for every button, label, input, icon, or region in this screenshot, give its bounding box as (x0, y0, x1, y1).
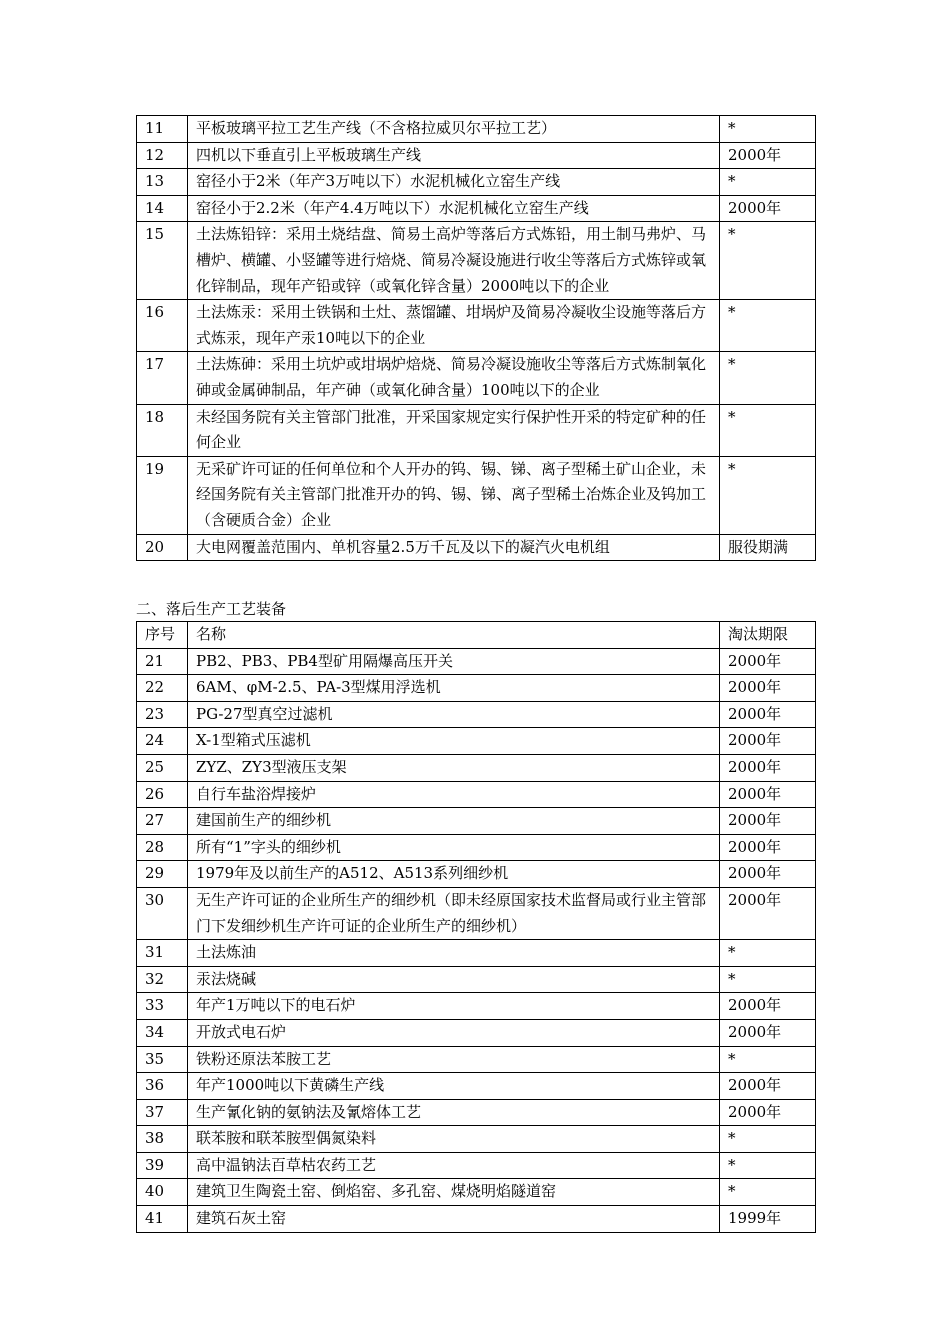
row-deadline: 2000年 (720, 648, 816, 675)
row-name: 无生产许可证的企业所生产的细纱机（即未经原国家技术监督局或行业主管部门下发细纱机生产许可证的企业所生产的细纱机） (188, 887, 720, 939)
table-row (137, 1206, 816, 1233)
table-row (137, 728, 816, 755)
table-row (137, 195, 816, 222)
row-deadline: 1999年 (720, 1206, 816, 1233)
table-row (137, 966, 816, 993)
row-name: 所有“1”字头的细纱机 (188, 834, 720, 861)
table-header-row (137, 622, 816, 649)
row-number: 16 (137, 300, 188, 352)
row-number: 15 (137, 222, 188, 300)
row-name: 未经国务院有关主管部门批准，开采国家规定实行保护性开采的特定矿种的任何企业 (188, 404, 720, 456)
table-row (137, 352, 816, 404)
row-name: 年产1万吨以下的电石炉 (188, 993, 720, 1020)
row-name: 土法炼汞：采用土铁锅和土灶、蒸馏罐、坩埚炉及简易冷凝收尘设施等落后方式炼汞，现年产汞10吨以下的企业 (188, 300, 720, 352)
row-deadline: * (720, 1179, 816, 1206)
row-deadline: * (720, 966, 816, 993)
row-deadline: 2000年 (720, 754, 816, 781)
row-name: 建筑石灰土窑 (188, 1206, 720, 1233)
row-name: 土法炼铅锌：采用土烧结盘、简易土高炉等落后方式炼铅，用土制马弗炉、马槽炉、横罐、小竖罐等进行焙烧、简易冷凝设施进行收尘等落后方式炼锌或氧化锌制品，现年产铅或锌（或氧化锌含量）2000吨以下的企业 (188, 222, 720, 300)
row-name: PB2、PB3、PB4型矿用隔爆高压开关 (188, 648, 720, 675)
row-number: 22 (137, 675, 188, 702)
table-row (137, 1099, 816, 1126)
row-number: 27 (137, 808, 188, 835)
table-row (137, 1073, 816, 1100)
outdated-equipment-table (136, 621, 816, 1233)
table-row (137, 404, 816, 456)
row-name: 土法炼油 (188, 940, 720, 967)
row-number: 35 (137, 1046, 188, 1073)
row-deadline: * (720, 1126, 816, 1153)
table-row (137, 675, 816, 702)
table-row (137, 1152, 816, 1179)
row-name: 1979年及以前生产的A512、A513系列细纱机 (188, 861, 720, 888)
table-row (137, 300, 816, 352)
row-name: X-1型箱式压滤机 (188, 728, 720, 755)
eliminated-enterprises-table (136, 115, 816, 561)
row-number: 33 (137, 993, 188, 1020)
row-name: 建筑卫生陶瓷土窑、倒焰窑、多孔窑、煤烧明焰隧道窑 (188, 1179, 720, 1206)
row-name: 联苯胺和联苯胺型偶氮染料 (188, 1126, 720, 1153)
row-deadline: 2000年 (720, 195, 816, 222)
row-number: 28 (137, 834, 188, 861)
row-deadline: 2000年 (720, 993, 816, 1020)
row-number: 29 (137, 861, 188, 888)
row-deadline: 2000年 (720, 834, 816, 861)
row-number: 14 (137, 195, 188, 222)
row-deadline: * (720, 222, 816, 300)
row-deadline: * (720, 352, 816, 404)
row-deadline: 2000年 (720, 701, 816, 728)
table-row (137, 701, 816, 728)
row-number: 17 (137, 352, 188, 404)
table-row (137, 169, 816, 196)
row-name: 年产1000吨以下黄磷生产线 (188, 1073, 720, 1100)
row-name: 无采矿许可证的任何单位和个人开办的钨、锡、锑、离子型稀土矿山企业，未经国务院有关主管部门批准开办的钨、锡、锑、离子型稀土冶炼企业及钨加工（含硬质合金）企业 (188, 456, 720, 534)
row-deadline: 2000年 (720, 675, 816, 702)
table-row (137, 940, 816, 967)
table-row (137, 1019, 816, 1046)
row-name: 四机以下垂直引上平板玻璃生产线 (188, 142, 720, 169)
row-name: 大电网覆盖范围内、单机容量2.5万千瓦及以下的凝汽火电机组 (188, 534, 720, 561)
row-number: 37 (137, 1099, 188, 1126)
row-deadline: 2000年 (720, 728, 816, 755)
table-row (137, 222, 816, 300)
table-row (137, 1046, 816, 1073)
row-number: 32 (137, 966, 188, 993)
row-number: 30 (137, 887, 188, 939)
table-row (137, 116, 816, 143)
table-row (137, 834, 816, 861)
row-number: 13 (137, 169, 188, 196)
table-row (137, 861, 816, 888)
row-number: 19 (137, 456, 188, 534)
row-deadline: * (720, 404, 816, 456)
row-number: 18 (137, 404, 188, 456)
table-row (137, 808, 816, 835)
row-number: 31 (137, 940, 188, 967)
row-name: 建国前生产的细纱机 (188, 808, 720, 835)
table-row (137, 1126, 816, 1153)
row-number: 39 (137, 1152, 188, 1179)
table-row (137, 1179, 816, 1206)
row-name: 汞法烧碱 (188, 966, 720, 993)
row-deadline: * (720, 169, 816, 196)
row-number: 36 (137, 1073, 188, 1100)
row-deadline: 2000年 (720, 887, 816, 939)
row-deadline: * (720, 940, 816, 967)
section-title: 二、落后生产工艺装备 (136, 600, 287, 618)
row-deadline: 2000年 (720, 808, 816, 835)
outdated-equipment-table-body (137, 622, 816, 1233)
row-name: 自行车盐浴焊接炉 (188, 781, 720, 808)
row-number: 23 (137, 701, 188, 728)
table-row (137, 142, 816, 169)
row-number: 20 (137, 534, 188, 561)
row-name: 铁粉还原法苯胺工艺 (188, 1046, 720, 1073)
eliminated-enterprises-table-body (137, 116, 816, 561)
row-number: 26 (137, 781, 188, 808)
row-name: 窑径小于2米（年产3万吨以下）水泥机械化立窑生产线 (188, 169, 720, 196)
row-deadline: * (720, 116, 816, 143)
row-name: 生产氰化钠的氨钠法及氰熔体工艺 (188, 1099, 720, 1126)
row-number: 24 (137, 728, 188, 755)
row-number: 12 (137, 142, 188, 169)
table-row (137, 456, 816, 534)
row-deadline: 服役期满 (720, 534, 816, 561)
row-name: 窑径小于2.2米（年产4.4万吨以下）水泥机械化立窑生产线 (188, 195, 720, 222)
row-number: 34 (137, 1019, 188, 1046)
row-deadline: 2000年 (720, 142, 816, 169)
row-deadline: 2000年 (720, 1019, 816, 1046)
table-row (137, 534, 816, 561)
table-row (137, 648, 816, 675)
table-row (137, 993, 816, 1020)
row-name: 6AM、φM-2.5、PA-3型煤用浮选机 (188, 675, 720, 702)
header-name: 名称 (188, 622, 720, 649)
row-number: 40 (137, 1179, 188, 1206)
row-name: 土法炼砷：采用土坑炉或坩埚炉焙烧、简易冷凝设施收尘等落后方式炼制氧化砷或金属砷制品，年产砷（或氧化砷含量）100吨以下的企业 (188, 352, 720, 404)
row-deadline: 2000年 (720, 1099, 816, 1126)
table-row (137, 887, 816, 939)
row-name: PG-27型真空过滤机 (188, 701, 720, 728)
row-deadline: 2000年 (720, 781, 816, 808)
row-name: 高中温钠法百草枯农药工艺 (188, 1152, 720, 1179)
row-number: 11 (137, 116, 188, 143)
row-number: 25 (137, 754, 188, 781)
table-row (137, 754, 816, 781)
row-deadline: * (720, 456, 816, 534)
row-name: ZYZ、ZY3型液压支架 (188, 754, 720, 781)
row-deadline: * (720, 1046, 816, 1073)
row-deadline: * (720, 300, 816, 352)
header-no: 序号 (137, 622, 188, 649)
row-deadline: 2000年 (720, 861, 816, 888)
header-deadline: 淘汰期限 (720, 622, 816, 649)
row-number: 38 (137, 1126, 188, 1153)
row-deadline: * (720, 1152, 816, 1179)
row-deadline: 2000年 (720, 1073, 816, 1100)
row-number: 21 (137, 648, 188, 675)
row-name: 开放式电石炉 (188, 1019, 720, 1046)
table-row (137, 781, 816, 808)
row-name: 平板玻璃平拉工艺生产线（不含格拉威贝尔平拉工艺） (188, 116, 720, 143)
row-number: 41 (137, 1206, 188, 1233)
